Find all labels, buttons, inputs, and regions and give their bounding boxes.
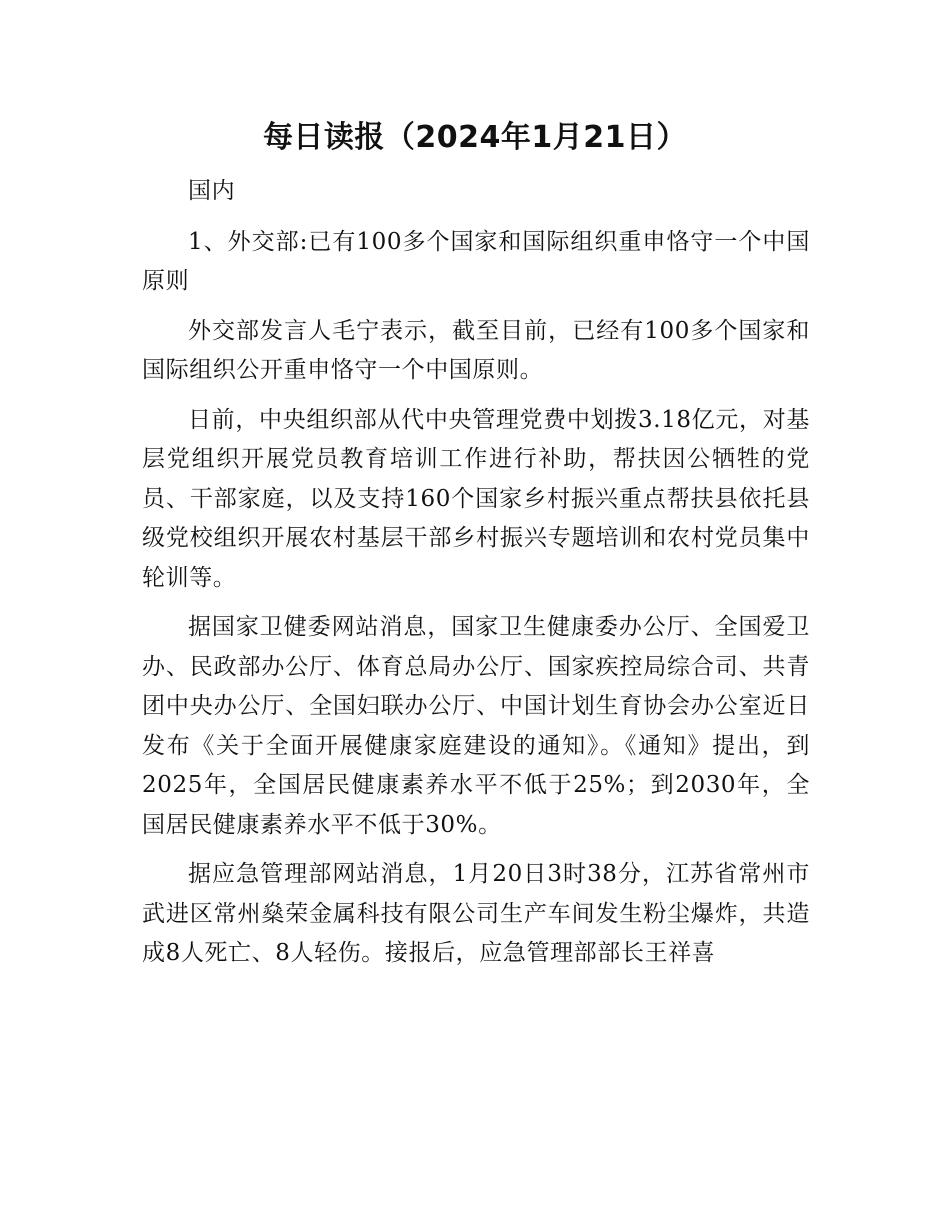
news-paragraph: 日前，中央组织部从代中央管理党费中划拨3.18亿元，对基层党组织开展党员教育培训工作进行补助，帮扶因公牺牲的党员、干部家庭，以及支持160个国家乡村振兴重点帮扶县依托县级党校组织开展农村基层干部乡村振兴专题培训和农村党员集中轮训等。: [142, 406, 810, 591]
news-paragraph: 据应急管理部网站消息，1月20日3时38分，江苏省常州市武进区常州燊荣金属科技有限公司生产车间发生粉尘爆炸，共造成8人死亡、8人轻伤。接报后，应急管理部部长王祥喜: [142, 861, 810, 966]
section-heading: 国内: [188, 178, 236, 204]
document-body: [142, 172, 810, 984]
news-paragraph: 据国家卫健委网站消息，国家卫生健康委办公厅、全国爱卫办、民政部办公厅、体育总局办公厅、国家疾控局综合司、共青团中央办公厅、全国妇联办公厅、中国计划生育协会办公室近日发布《关于全面开展健康家庭建设的通知》。《通知》提出，到2025年，全国居民健康素养水平不低于25%；到2030年，全国居民健康素养水平不低于30%。: [142, 614, 810, 838]
news-paragraph: 外交部发言人毛宁表示，截至目前，已经有100多个国家和国际组织公开重申恪守一个中国原则。: [142, 317, 810, 383]
document-title: 每日读报（2024年1月21日）: [262, 120, 688, 155]
news-headline: 1、外交部:已有100多个国家和国际组织重申恪守一个中国原则: [142, 228, 810, 294]
